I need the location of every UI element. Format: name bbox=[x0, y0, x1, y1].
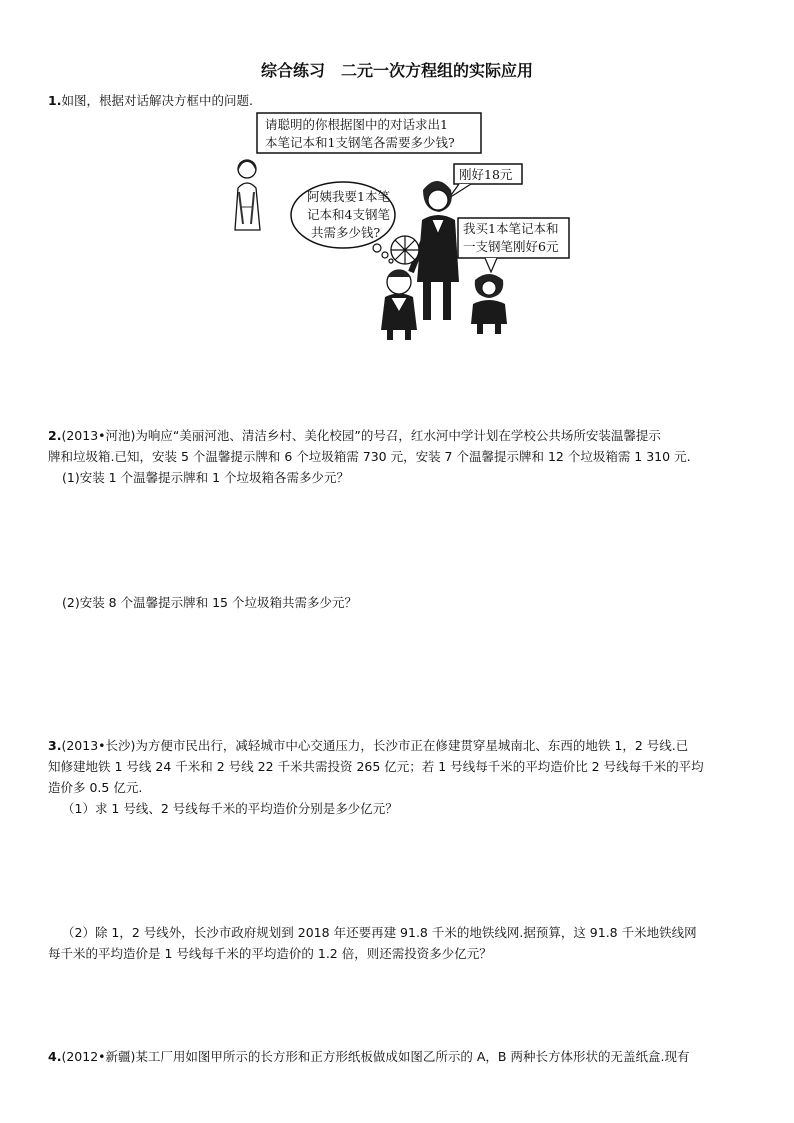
question-2-line1: (2013•河池)为响应“美丽河池、清洁乡村、美化校园”的号召，红水河中学计划在学校公共场所安装温馨提示 bbox=[61, 428, 661, 443]
question-2-line2: 牌和垃圾箱.已知，安装 5 个温馨提示牌和 6 个垃圾箱需 730 元，安装 7 个温馨提示牌和 12 个垃圾箱需 1 310 元. bbox=[48, 449, 691, 464]
boy-speech-line1: 我买1本笔记本和 bbox=[463, 221, 559, 236]
question-box-line2: 本笔记本和1支钢笔各需要多少钱? bbox=[265, 135, 455, 150]
child-bubble-line2: 记本和4支钢笔 bbox=[307, 207, 390, 222]
question-2-part-1: (1)安装 1 个温馨提示牌和 1 个垃圾箱各需多少元？ bbox=[62, 470, 350, 485]
boy-figure bbox=[471, 274, 507, 334]
child-figure bbox=[381, 236, 419, 340]
question-1-text: 如图，根据对话解决方框中的问题. bbox=[61, 93, 253, 108]
woman-speech-text: 刚好18元 bbox=[459, 167, 513, 182]
dialogue-illustration bbox=[227, 112, 573, 340]
question-3-line3: 造价多 0.5 亿元. bbox=[48, 780, 143, 795]
child-bubble-line3: 共需多少钱? bbox=[311, 225, 381, 240]
question-4 bbox=[48, 1046, 760, 1067]
question-3-part-2-line1: （2）除 1，2 号线外，长沙市政府规划到 2018 年还要再建 91.8 千米的地铁线网.据预算，这 91.8 千米地铁线网 bbox=[62, 925, 697, 940]
question-3-part-1: （1）求 1 号线、2 号线每千米的平均造价分别是多少亿元？ bbox=[62, 801, 398, 816]
question-1-number: 1. bbox=[48, 93, 62, 108]
page-title: 综合练习 二元一次方程组的实际应用 bbox=[260, 61, 533, 80]
question-2-part-2: (2)安装 8 个温馨提示牌和 15 个垃圾箱共需多少元？ bbox=[62, 595, 357, 610]
question-3-line2: 知修建地铁 1 号线 24 千米和 2 号线 22 千米共需投资 265 亿元；若 1 号线每千米的平均造价比 2 号线每千米的平均 bbox=[48, 759, 704, 774]
question-3 bbox=[48, 735, 760, 798]
woman-left-figure bbox=[235, 160, 260, 230]
question-1 bbox=[48, 90, 760, 111]
question-2 bbox=[48, 425, 760, 467]
question-4-line1: (2012•新疆)某工厂用如图甲所示的长方形和正方形纸板做成如图乙所示的 A，B 两种长方体形状的无盖纸盒.现有 bbox=[61, 1049, 690, 1064]
child-bubble-line1: 阿姨我要1本笔 bbox=[307, 189, 390, 204]
question-2-number: 2. bbox=[48, 428, 62, 443]
question-4-number: 4. bbox=[48, 1049, 62, 1064]
question-box-line1: 请聪明的你根据图中的对话求出1 bbox=[265, 117, 448, 132]
question-3-part-2-line2: 每千米的平均造价是 1 号线每千米的平均造价的 1.2 倍，则还需投资多少亿元？ bbox=[48, 946, 492, 961]
boy-speech-line2: 一支钢笔刚好6元 bbox=[463, 239, 559, 254]
question-3-number: 3. bbox=[48, 738, 62, 753]
question-3-line1: (2013•长沙)为方便市民出行，减轻城市中心交通压力，长沙市正在修建贯穿星城南北、东西的地铁 1，2 号线.已 bbox=[61, 738, 689, 753]
question-3-part-2 bbox=[48, 922, 760, 964]
